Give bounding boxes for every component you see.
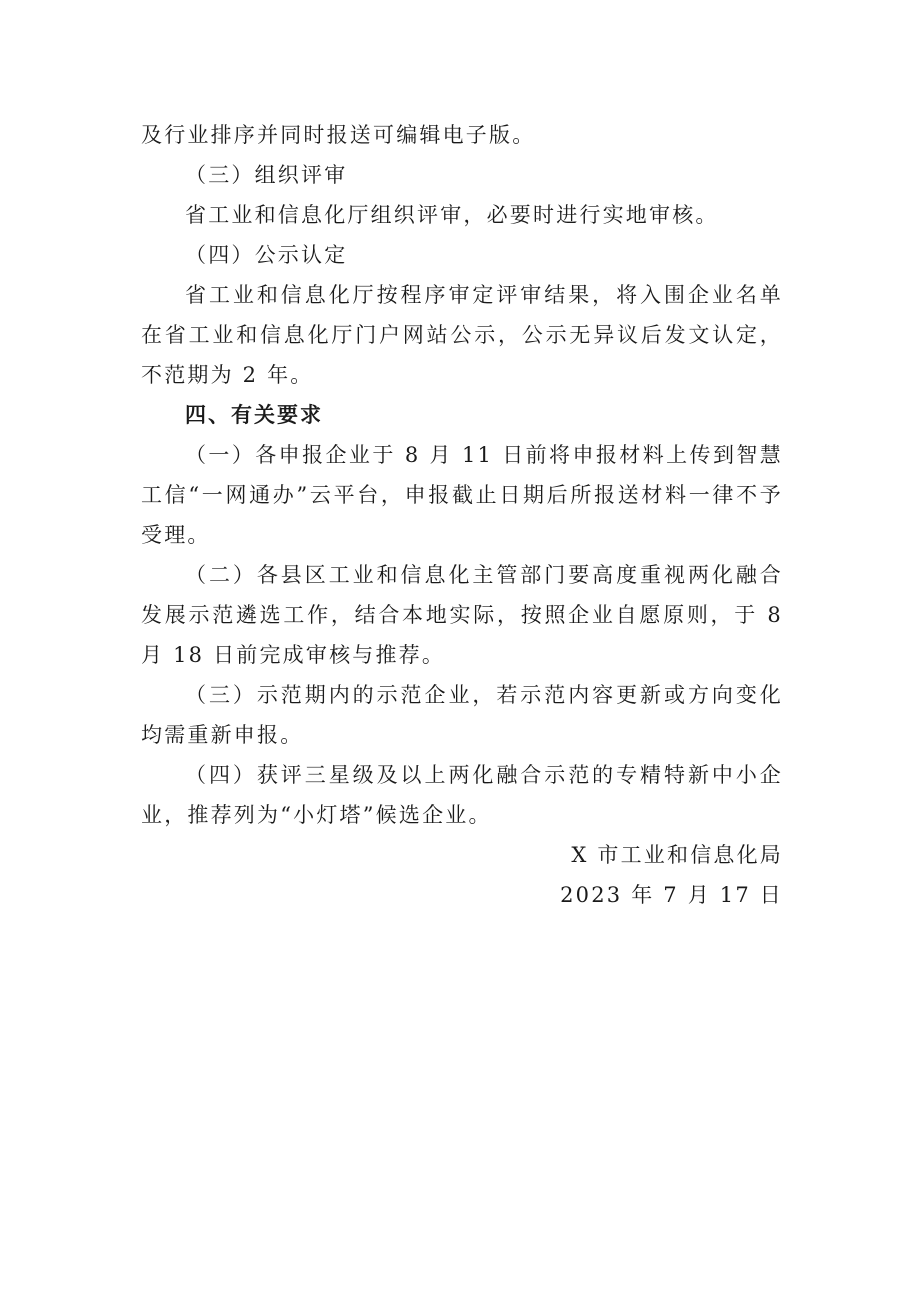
requirement-1: （一）各申报企业于 8 月 11 日前将申报材料上传到智慧工信“一网通办”云平台，申报截止日期后所报送材料一律不予受理。 (141, 443, 783, 547)
signature-date: 2023 年 7 月 17 日 (560, 883, 783, 907)
signature-org: X 市工业和信息化局 (571, 843, 783, 867)
requirement-4: （四）获评三星级及以上两化融合示范的专精特新中小企业，推荐列为“小灯塔”候选企业。 (141, 763, 783, 827)
requirement-3: （三）示范期内的示范企业，若示范内容更新或方向变化均需重新申报。 (141, 683, 783, 747)
requirement-2: （二）各县区工业和信息化主管部门要高度重视两化融合发展示范遴选工作，结合本地实际，按照企业自愿原则，于 8 月 18 日前完成审核与推荐。 (141, 563, 792, 667)
paragraph-review: 省工业和信息化厅组织评审，必要时进行实地审核。 (185, 203, 719, 227)
document-page (141, 115, 792, 915)
paragraph-continuation: 及行业排序并同时报送可编辑电子版。 (141, 123, 536, 147)
subheading-review: （三）组织评审 (185, 163, 348, 187)
subheading-publicity: （四）公示认定 (185, 243, 348, 267)
paragraph-publicity: 省工业和信息化厅按程序审定评审结果，将入围企业名单在省工业和信息化厅门户网站公示，公示无异议后发文认定，不范期为 2 年。 (141, 283, 783, 387)
section-heading-requirements: 四、有关要求 (185, 403, 323, 427)
